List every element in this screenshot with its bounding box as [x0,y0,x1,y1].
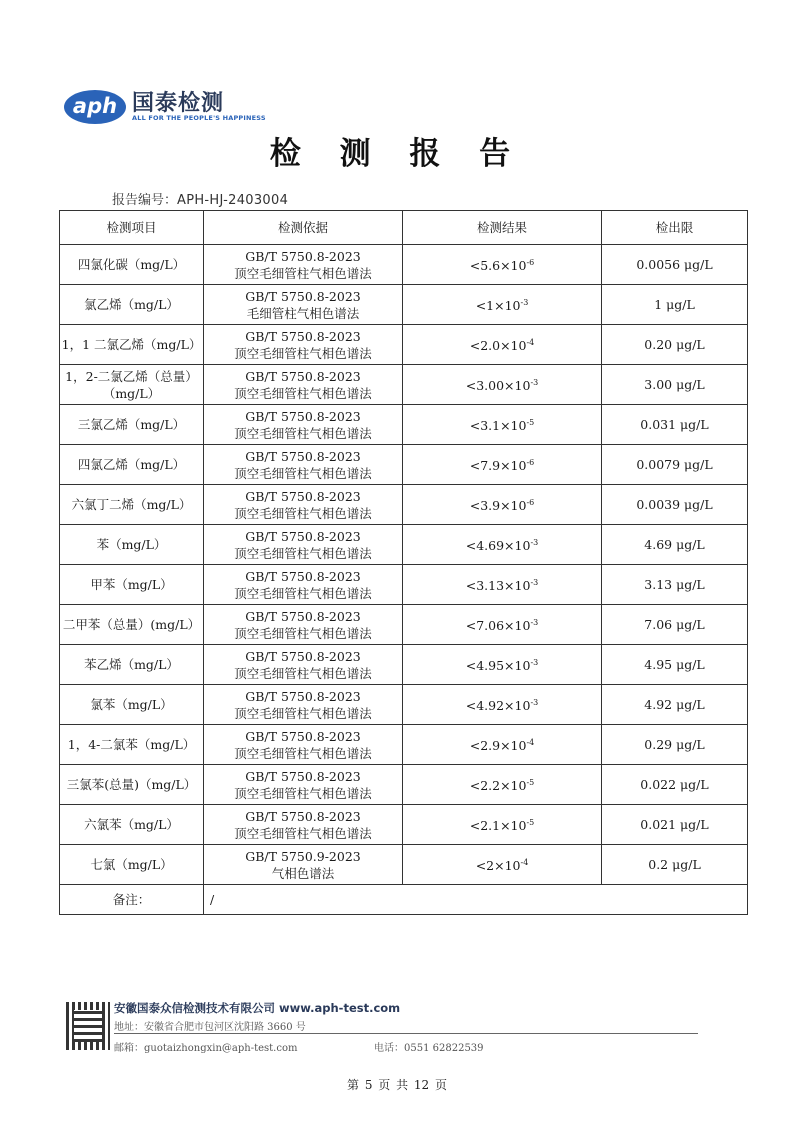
cell-limit: 4.95 μg/L [602,645,748,685]
header-result: 检测结果 [403,211,602,245]
result-base: <2.9×10 [469,738,527,754]
cell-result [403,805,602,845]
method-standard: GB/T 5750.8-2023 [245,528,361,544]
cell-limit: 0.022 μg/L [602,765,748,805]
logo-name: 国泰检测 [132,91,225,116]
table-row [60,485,748,525]
cell-result [403,365,602,405]
method-technique: 顶空毛细管柱气相色谱法 [234,465,372,481]
result-exponent: -5 [526,778,535,788]
page-number: 第 5 页 共 12 页 [347,1078,447,1092]
cell-method [204,765,403,805]
cell-limit: 0.0056 μg/L [602,245,748,285]
cell-method [204,845,403,885]
result-exponent: -3 [530,538,539,548]
cell-limit: 0.0039 μg/L [602,485,748,525]
table-row [60,645,748,685]
result-exponent: -4 [526,338,535,348]
remark-label: 备注： [60,885,204,915]
cell-limit: 0.0079 μg/L [602,445,748,485]
cell-limit: 0.20 μg/L [602,325,748,365]
footer-address: 地址：安徽省合肥市包河区沈阳路 3660 号 [114,1022,306,1033]
qr-code-icon [66,1002,110,1050]
results-table [59,210,748,915]
table-row [60,405,748,445]
cell-limit: 4.92 μg/L [602,685,748,725]
result-base: <4.69×10 [465,538,531,554]
cell-item: 氯乙烯（mg/L） [60,285,204,325]
table-row [60,805,748,845]
cell-method [204,405,403,445]
cell-limit: 0.2 μg/L [602,845,748,885]
header-item: 检测项目 [60,211,204,245]
result-exponent: -3 [530,578,539,588]
result-base: <4.92×10 [465,698,531,714]
result-base: <2.0×10 [469,338,527,354]
method-standard: GB/T 5750.8-2023 [245,688,361,704]
method-technique: 顶空毛细管柱气相色谱法 [234,505,372,521]
cell-result [403,765,602,805]
cell-method [204,525,403,565]
logo-slogan: ALL FOR THE PEOPLE'S HAPPINESS [132,114,266,122]
table-row [60,725,748,765]
table-row [60,525,748,565]
result-exponent: -6 [526,498,535,508]
cell-item: 二甲苯（总量）(mg/L） [60,605,204,645]
method-standard: GB/T 5750.8-2023 [245,408,361,424]
result-base: <7.9×10 [469,458,527,474]
method-standard: GB/T 5750.8-2023 [245,488,361,504]
table-row [60,325,748,365]
footer-phone: 电话：0551 62822539 [374,1043,484,1054]
cell-item: 1，2-二氯乙烯（总量）（mg/L） [60,365,204,405]
method-standard: GB/T 5750.8-2023 [245,328,361,344]
method-technique: 顶空毛细管柱气相色谱法 [234,265,372,281]
logo-mark: aph [64,90,126,124]
result-exponent: -3 [530,378,539,388]
cell-method [204,725,403,765]
page-footer [66,1000,706,1056]
result-exponent: -5 [526,818,535,828]
cell-item: 六氯丁二烯（mg/L） [60,485,204,525]
method-standard: GB/T 5750.8-2023 [245,808,361,824]
cell-method [204,645,403,685]
cell-result [403,525,602,565]
cell-method [204,485,403,525]
cell-item: 四氯乙烯（mg/L） [60,445,204,485]
cell-method [204,365,403,405]
table-row [60,365,748,405]
method-standard: GB/T 5750.8-2023 [245,608,361,624]
report-number-label: 报告编号： [112,193,178,208]
table-row [60,245,748,285]
method-technique: 顶空毛细管柱气相色谱法 [234,625,372,641]
method-technique: 顶空毛细管柱气相色谱法 [234,785,372,801]
cell-method [204,245,403,285]
cell-result [403,565,602,605]
cell-result [403,485,602,525]
method-standard: GB/T 5750.8-2023 [245,648,361,664]
cell-method [204,805,403,845]
cell-method [204,565,403,605]
header-method: 检测依据 [204,211,403,245]
report-title: 检 测 报 告 [269,136,525,172]
result-base: <2×10 [475,858,521,874]
cell-result [403,605,602,645]
cell-result [403,325,602,365]
cell-result [403,845,602,885]
result-base: <3.00×10 [465,378,531,394]
cell-item: 六氯苯（mg/L） [60,805,204,845]
report-number-value: APH-HJ-2403004 [177,193,289,208]
result-exponent: -6 [526,458,535,468]
method-standard: GB/T 5750.8-2023 [245,448,361,464]
result-base: <2.2×10 [469,778,527,794]
cell-limit: 0.031 μg/L [602,405,748,445]
cell-result [403,645,602,685]
cell-limit: 0.29 μg/L [602,725,748,765]
method-technique: 气相色谱法 [271,865,335,881]
cell-method [204,605,403,645]
result-base: <3.13×10 [465,578,531,594]
cell-limit: 1 μg/L [602,285,748,325]
result-exponent: -3 [530,618,539,628]
result-base: <7.06×10 [465,618,531,634]
table-row [60,845,748,885]
method-technique: 顶空毛细管柱气相色谱法 [234,425,372,441]
cell-limit: 4.69 μg/L [602,525,748,565]
cell-method [204,285,403,325]
result-base: <5.6×10 [469,258,527,274]
method-technique: 顶空毛细管柱气相色谱法 [234,825,372,841]
result-exponent: -3 [530,658,539,668]
cell-result [403,405,602,445]
cell-item: 1，1 二氯乙烯（mg/L） [60,325,204,365]
result-base: <1×10 [475,298,521,314]
cell-item: 苯（mg/L） [60,525,204,565]
method-technique: 顶空毛细管柱气相色谱法 [234,545,372,561]
method-standard: GB/T 5750.8-2023 [245,568,361,584]
footer-email: 邮箱：guotaizhongxin@aph-test.com [114,1043,298,1054]
method-standard: GB/T 5750.8-2023 [245,368,361,384]
method-technique: 顶空毛细管柱气相色谱法 [234,345,372,361]
table-row [60,285,748,325]
result-exponent: -4 [526,738,535,748]
cell-item: 三氯乙烯（mg/L） [60,405,204,445]
cell-result [403,445,602,485]
cell-result [403,725,602,765]
table-row [60,565,748,605]
cell-item: 七氯（mg/L） [60,845,204,885]
method-technique: 顶空毛细管柱气相色谱法 [234,385,372,401]
table-row [60,445,748,485]
cell-limit: 7.06 μg/L [602,605,748,645]
cell-item: 氯苯（mg/L） [60,685,204,725]
method-standard: GB/T 5750.9-2023 [245,848,361,864]
cell-item: 1，4-二氯苯（mg/L） [60,725,204,765]
cell-method [204,685,403,725]
result-exponent: -6 [526,258,535,268]
remark-value: / [204,885,748,915]
result-exponent: -4 [520,858,529,868]
result-exponent: -5 [526,418,535,428]
method-technique: 毛细管柱气相色谱法 [246,305,360,321]
remark-row [60,885,748,915]
method-technique: 顶空毛细管柱气相色谱法 [234,665,372,681]
footer-company: 安徽国泰众信检测技术有限公司 www.aph-test.com [114,1001,401,1015]
header-limit: 检出限 [602,211,748,245]
cell-limit: 0.021 μg/L [602,805,748,845]
result-base: <2.1×10 [469,818,527,834]
cell-method [204,325,403,365]
cell-limit: 3.00 μg/L [602,365,748,405]
table-row [60,765,748,805]
cell-item: 苯乙烯（mg/L） [60,645,204,685]
cell-method [204,445,403,485]
cell-result [403,245,602,285]
method-technique: 顶空毛细管柱气相色谱法 [234,745,372,761]
method-standard: GB/T 5750.8-2023 [245,768,361,784]
table-header-row [60,211,748,245]
result-base: <3.9×10 [469,498,527,514]
method-standard: GB/T 5750.8-2023 [245,728,361,744]
method-technique: 顶空毛细管柱气相色谱法 [234,585,372,601]
method-technique: 顶空毛细管柱气相色谱法 [234,705,372,721]
report-number [112,189,288,208]
cell-result [403,285,602,325]
table-row [60,605,748,645]
cell-result [403,685,602,725]
cell-item: 三氯苯(总量)（mg/L） [60,765,204,805]
method-standard: GB/T 5750.8-2023 [245,248,361,264]
result-exponent: -3 [530,698,539,708]
cell-item: 甲苯（mg/L） [60,565,204,605]
method-standard: GB/T 5750.8-2023 [245,288,361,304]
result-exponent: -3 [520,298,529,308]
result-base: <3.1×10 [469,418,527,434]
table-row [60,685,748,725]
result-base: <4.95×10 [465,658,531,674]
cell-item: 四氯化碳（mg/L） [60,245,204,285]
footer-divider [114,1033,698,1034]
cell-limit: 3.13 μg/L [602,565,748,605]
